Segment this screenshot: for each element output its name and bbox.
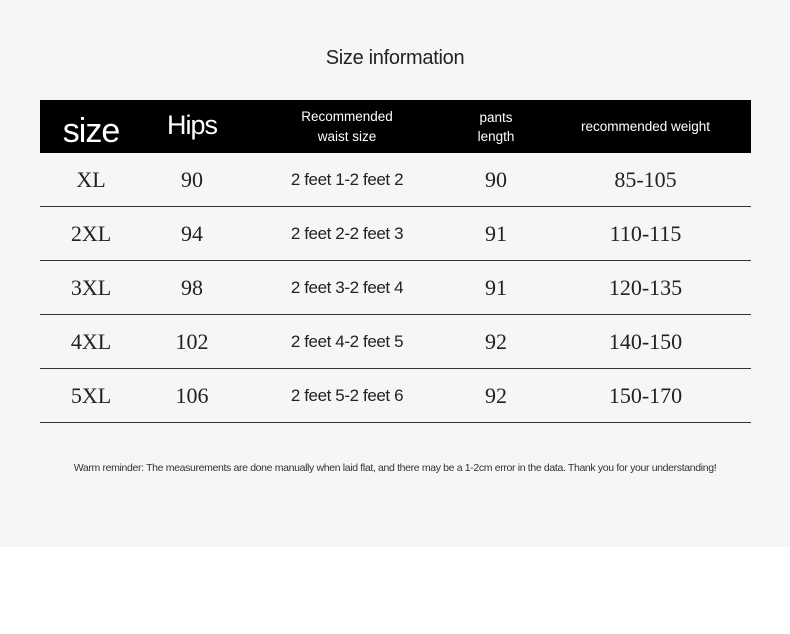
cell-hips: 98 bbox=[181, 274, 203, 300]
cell-waist: 2 feet 3-2 feet 4 bbox=[290, 277, 404, 297]
header-hips: Hips bbox=[166, 110, 217, 140]
cell-hips: 90 bbox=[181, 166, 203, 192]
cell-waist: 2 feet 4-2 feet 5 bbox=[290, 331, 404, 351]
table-header bbox=[40, 100, 751, 153]
cell-size: 5XL bbox=[70, 382, 112, 408]
table-row bbox=[40, 207, 751, 261]
table-row bbox=[40, 261, 751, 315]
cell-size: 3XL bbox=[70, 274, 112, 300]
cell-weight: 110-115 bbox=[609, 220, 682, 246]
cell-waist: 2 feet 2-2 feet 3 bbox=[290, 223, 404, 243]
cell-hips: 102 bbox=[175, 328, 209, 354]
cell-waist: 2 feet 5-2 feet 6 bbox=[290, 385, 404, 405]
cell-size: XL bbox=[76, 166, 106, 192]
cell-length: 92 bbox=[485, 328, 507, 354]
cell-weight: 85-105 bbox=[614, 166, 677, 192]
cell-weight: 120-135 bbox=[608, 274, 683, 300]
cell-length: 91 bbox=[485, 274, 507, 300]
header-weight: recommended weight bbox=[580, 119, 711, 134]
size-table bbox=[40, 100, 751, 423]
cell-size: 2XL bbox=[70, 220, 112, 246]
warm-reminder-note: Warm reminder: The measurements are done manually when laid flat, and there may be a 1-2cm error in the data. Thank you for your understanding! bbox=[73, 462, 717, 474]
header-size: size bbox=[62, 112, 120, 150]
table-row bbox=[40, 315, 751, 369]
header-waist: Recommended waist size bbox=[301, 108, 393, 144]
cell-length: 91 bbox=[485, 220, 507, 246]
table-row bbox=[40, 153, 751, 207]
cell-hips: 94 bbox=[181, 220, 203, 246]
page-title: Size information bbox=[325, 47, 465, 69]
cell-weight: 140-150 bbox=[608, 328, 683, 354]
table-row bbox=[40, 369, 751, 423]
cell-waist: 2 feet 1-2 feet 2 bbox=[290, 169, 404, 189]
cell-length: 92 bbox=[485, 382, 507, 408]
cell-size: 4XL bbox=[70, 328, 112, 354]
cell-weight: 150-170 bbox=[608, 382, 683, 408]
cell-length: 90 bbox=[485, 166, 507, 192]
cell-hips: 106 bbox=[175, 382, 209, 408]
header-length: pants length bbox=[477, 109, 515, 144]
